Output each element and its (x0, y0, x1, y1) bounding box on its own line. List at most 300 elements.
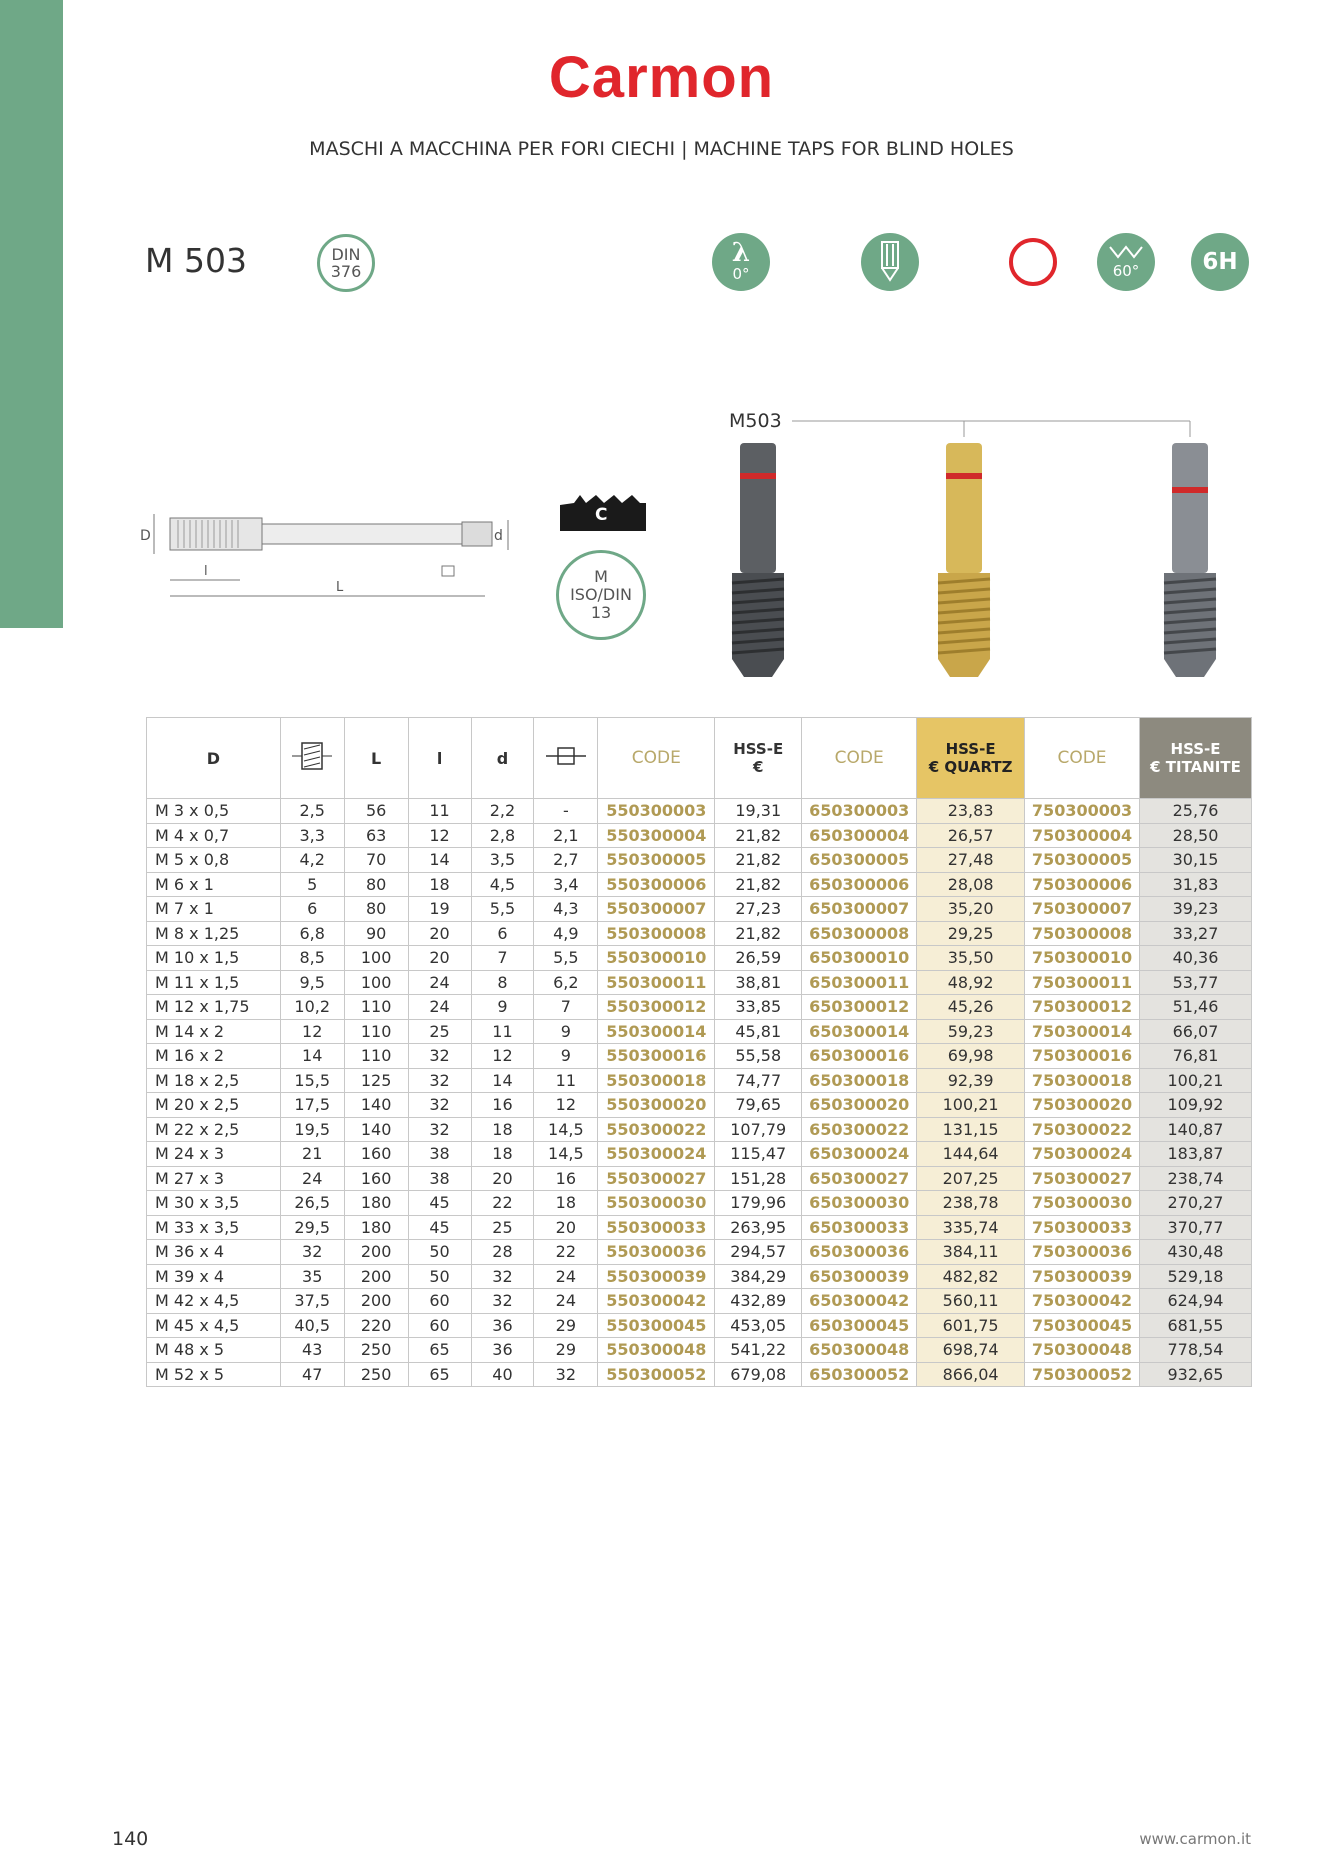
cell-total-length: 140 (344, 1117, 408, 1142)
cell-code-standard: 550300005 (598, 848, 715, 873)
cell-drill-diameter: 6,8 (280, 921, 344, 946)
cell-code-standard: 550300006 (598, 872, 715, 897)
cell-code-standard: 550300033 (598, 1215, 715, 1240)
cell-code-standard: 550300014 (598, 1019, 715, 1044)
header-square-icon (534, 718, 598, 799)
cell-price-standard: 45,81 (715, 1019, 802, 1044)
cell-code-titanite: 750300004 (1025, 823, 1140, 848)
cell-price-standard: 26,59 (715, 946, 802, 971)
cell-price-quartz: 29,25 (917, 921, 1025, 946)
header-drill-icon (280, 718, 344, 799)
cell-price-standard: 432,89 (715, 1289, 802, 1314)
square-size-icon (544, 744, 588, 768)
header-price-quartz (917, 718, 1025, 799)
cell-drill-diameter: 26,5 (280, 1191, 344, 1216)
cell-square-size: 5,5 (534, 946, 598, 971)
cell-price-standard: 151,28 (715, 1166, 802, 1191)
cell-square-size: 24 (534, 1264, 598, 1289)
cell-price-quartz: 69,98 (917, 1044, 1025, 1069)
image-model-tag: M503 (729, 410, 782, 432)
cell-shank-diameter: 40 (471, 1362, 534, 1387)
cell-code-quartz: 650300033 (802, 1215, 917, 1240)
iso-badge-line3: 13 (590, 603, 612, 622)
cell-drill-diameter: 35 (280, 1264, 344, 1289)
header-price-standard-line1: HSS-E (733, 740, 784, 758)
cell-square-size: 16 (534, 1166, 598, 1191)
cell-thread-size: M 20 x 2,5 (147, 1093, 281, 1118)
cell-code-standard: 550300012 (598, 995, 715, 1020)
cell-price-titanite: 624,94 (1140, 1289, 1252, 1314)
header-price-titanite-line2: € TITANITE (1150, 758, 1241, 776)
cell-drill-diameter: 4,2 (280, 848, 344, 873)
cell-code-titanite: 750300003 (1025, 799, 1140, 824)
cell-thread-size: M 10 x 1,5 (147, 946, 281, 971)
cell-code-titanite: 750300005 (1025, 848, 1140, 873)
cell-square-size: 2,7 (534, 848, 598, 873)
table-row (147, 946, 1252, 971)
cell-code-quartz: 650300027 (802, 1166, 917, 1191)
cell-total-length: 160 (344, 1166, 408, 1191)
chamfer-form-c (560, 493, 646, 531)
cell-shank-diameter: 14 (471, 1068, 534, 1093)
cell-code-titanite: 750300039 (1025, 1264, 1140, 1289)
cell-thread-length: 45 (408, 1215, 471, 1240)
cell-code-titanite: 750300030 (1025, 1191, 1140, 1216)
table-row (147, 848, 1252, 873)
cell-code-quartz: 650300016 (802, 1044, 917, 1069)
cell-shank-diameter: 11 (471, 1019, 534, 1044)
cell-price-quartz: 238,78 (917, 1191, 1025, 1216)
cell-shank-diameter: 16 (471, 1093, 534, 1118)
tap-image-quartz (938, 443, 990, 677)
cell-total-length: 180 (344, 1215, 408, 1240)
cell-price-standard: 79,65 (715, 1093, 802, 1118)
cell-price-standard: 679,08 (715, 1362, 802, 1387)
cell-square-size: 4,3 (534, 897, 598, 922)
cell-price-titanite: 28,50 (1140, 823, 1252, 848)
cell-thread-size: M 27 x 3 (147, 1166, 281, 1191)
cell-thread-size: M 24 x 3 (147, 1142, 281, 1167)
cell-shank-diameter: 12 (471, 1044, 534, 1069)
cell-price-quartz: 48,92 (917, 970, 1025, 995)
cell-code-titanite: 750300006 (1025, 872, 1140, 897)
cell-price-standard: 74,77 (715, 1068, 802, 1093)
cell-code-titanite: 750300045 (1025, 1313, 1140, 1338)
cell-price-titanite: 66,07 (1140, 1019, 1252, 1044)
cell-price-quartz: 207,25 (917, 1166, 1025, 1191)
cell-square-size: 14,5 (534, 1117, 598, 1142)
cell-square-size: 32 (534, 1362, 598, 1387)
table-row (147, 1289, 1252, 1314)
cell-square-size: 11 (534, 1068, 598, 1093)
cell-code-titanite: 750300018 (1025, 1068, 1140, 1093)
header-total-length: L (344, 718, 408, 799)
cell-code-standard: 550300045 (598, 1313, 715, 1338)
table-row (147, 799, 1252, 824)
cell-code-standard: 550300008 (598, 921, 715, 946)
cell-price-standard: 384,29 (715, 1264, 802, 1289)
cell-code-standard: 550300004 (598, 823, 715, 848)
cell-thread-length: 24 (408, 995, 471, 1020)
cell-code-standard: 550300030 (598, 1191, 715, 1216)
cell-code-quartz: 650300005 (802, 848, 917, 873)
cell-thread-size: M 52 x 5 (147, 1362, 281, 1387)
cell-price-titanite: 53,77 (1140, 970, 1252, 995)
cell-price-titanite: 778,54 (1140, 1338, 1252, 1363)
drill-diameter-icon (290, 741, 334, 771)
cell-thread-length: 50 (408, 1264, 471, 1289)
cell-thread-length: 18 (408, 872, 471, 897)
cell-drill-diameter: 17,5 (280, 1093, 344, 1118)
table-row (147, 823, 1252, 848)
cell-thread-size: M 33 x 3,5 (147, 1215, 281, 1240)
cell-square-size: 9 (534, 1019, 598, 1044)
cell-thread-size: M 11 x 1,5 (147, 970, 281, 995)
cell-price-titanite: 109,92 (1140, 1093, 1252, 1118)
table-row (147, 1117, 1252, 1142)
cell-price-standard: 107,79 (715, 1117, 802, 1142)
table-row (147, 1191, 1252, 1216)
din-badge (317, 234, 375, 292)
cell-total-length: 250 (344, 1338, 408, 1363)
dim-label-d: d (494, 528, 503, 544)
cell-code-standard: 550300024 (598, 1142, 715, 1167)
cell-code-titanite: 750300024 (1025, 1142, 1140, 1167)
cell-square-size: 18 (534, 1191, 598, 1216)
cell-thread-length: 32 (408, 1044, 471, 1069)
cell-code-titanite: 750300010 (1025, 946, 1140, 971)
cell-total-length: 250 (344, 1362, 408, 1387)
cell-shank-diameter: 28 (471, 1240, 534, 1265)
cell-thread-size: M 39 x 4 (147, 1264, 281, 1289)
cell-thread-size: M 14 x 2 (147, 1019, 281, 1044)
tap-dimension-drawing (140, 500, 540, 610)
cell-code-quartz: 650300039 (802, 1264, 917, 1289)
shank-type-icon (861, 233, 919, 291)
cell-shank-diameter: 32 (471, 1289, 534, 1314)
cell-price-standard: 55,58 (715, 1044, 802, 1069)
iso-din-badge (556, 550, 646, 640)
cell-shank-diameter: 36 (471, 1313, 534, 1338)
cell-price-titanite: 33,27 (1140, 921, 1252, 946)
table-header-row (147, 718, 1252, 799)
table-row (147, 1215, 1252, 1240)
header-code-standard: CODE (598, 718, 715, 799)
table-body (147, 799, 1252, 1387)
cell-drill-diameter: 14 (280, 1044, 344, 1069)
cell-code-titanite: 750300022 (1025, 1117, 1140, 1142)
cell-drill-diameter: 43 (280, 1338, 344, 1363)
cell-drill-diameter: 24 (280, 1166, 344, 1191)
cell-price-standard: 21,82 (715, 872, 802, 897)
website-link[interactable]: www.carmon.it (1139, 1830, 1251, 1848)
cell-price-quartz: 35,20 (917, 897, 1025, 922)
cell-code-standard: 550300052 (598, 1362, 715, 1387)
cell-price-standard: 19,31 (715, 799, 802, 824)
page-subtitle: MASCHI A MACCHINA PER FORI CIECHI | MACHINE TAPS FOR BLIND HOLES (309, 138, 1014, 160)
cell-price-titanite: 76,81 (1140, 1044, 1252, 1069)
cell-thread-size: M 3 x 0,5 (147, 799, 281, 824)
cell-thread-size: M 42 x 4,5 (147, 1289, 281, 1314)
cell-shank-diameter: 32 (471, 1264, 534, 1289)
cell-thread-length: 38 (408, 1166, 471, 1191)
table-row (147, 1240, 1252, 1265)
cell-thread-size: M 36 x 4 (147, 1240, 281, 1265)
cell-total-length: 100 (344, 946, 408, 971)
cell-thread-length: 60 (408, 1289, 471, 1314)
cell-code-standard: 550300007 (598, 897, 715, 922)
header-d: D (147, 718, 281, 799)
cell-code-quartz: 650300018 (802, 1068, 917, 1093)
cell-price-standard: 27,23 (715, 897, 802, 922)
cell-thread-length: 32 (408, 1068, 471, 1093)
cell-total-length: 160 (344, 1142, 408, 1167)
cell-price-titanite: 40,36 (1140, 946, 1252, 971)
rake-angle-icon (712, 233, 770, 291)
cell-code-standard: 550300027 (598, 1166, 715, 1191)
cell-price-standard: 21,82 (715, 921, 802, 946)
cell-total-length: 220 (344, 1313, 408, 1338)
cell-code-standard: 550300011 (598, 970, 715, 995)
cell-code-titanite: 750300052 (1025, 1362, 1140, 1387)
cell-code-titanite: 750300011 (1025, 970, 1140, 995)
cell-price-titanite: 30,15 (1140, 848, 1252, 873)
cell-price-titanite: 932,65 (1140, 1362, 1252, 1387)
cell-drill-diameter: 8,5 (280, 946, 344, 971)
cell-square-size: 22 (534, 1240, 598, 1265)
cell-code-titanite: 750300036 (1025, 1240, 1140, 1265)
cell-square-size: 3,4 (534, 872, 598, 897)
cell-price-quartz: 131,15 (917, 1117, 1025, 1142)
cell-drill-diameter: 21 (280, 1142, 344, 1167)
cell-code-standard: 550300022 (598, 1117, 715, 1142)
cell-price-titanite: 31,83 (1140, 872, 1252, 897)
cell-code-quartz: 650300036 (802, 1240, 917, 1265)
tolerance-badge: 6H (1191, 233, 1249, 291)
cell-price-titanite: 370,77 (1140, 1215, 1252, 1240)
cell-price-titanite: 681,55 (1140, 1313, 1252, 1338)
cell-total-length: 80 (344, 897, 408, 922)
cell-price-quartz: 384,11 (917, 1240, 1025, 1265)
cell-price-titanite: 25,76 (1140, 799, 1252, 824)
cell-thread-size: M 45 x 4,5 (147, 1313, 281, 1338)
cell-drill-diameter: 40,5 (280, 1313, 344, 1338)
cell-drill-diameter: 9,5 (280, 970, 344, 995)
cell-square-size: 29 (534, 1338, 598, 1363)
table-row (147, 1362, 1252, 1387)
cell-code-titanite: 750300042 (1025, 1289, 1140, 1314)
din-badge-line1: DIN (331, 245, 361, 264)
cell-price-quartz: 698,74 (917, 1338, 1025, 1363)
cell-thread-length: 20 (408, 946, 471, 971)
cell-price-standard: 294,57 (715, 1240, 802, 1265)
table-row (147, 921, 1252, 946)
cell-code-standard: 550300010 (598, 946, 715, 971)
tap-image-titanite (1164, 443, 1216, 677)
cell-thread-length: 14 (408, 848, 471, 873)
cell-thread-size: M 7 x 1 (147, 897, 281, 922)
cell-price-quartz: 35,50 (917, 946, 1025, 971)
cell-drill-diameter: 3,3 (280, 823, 344, 848)
cell-price-quartz: 45,26 (917, 995, 1025, 1020)
table-row (147, 1044, 1252, 1069)
cell-code-quartz: 650300004 (802, 823, 917, 848)
cell-thread-length: 32 (408, 1117, 471, 1142)
cell-code-quartz: 650300010 (802, 946, 917, 971)
cell-price-standard: 21,82 (715, 823, 802, 848)
cell-code-titanite: 750300020 (1025, 1093, 1140, 1118)
cell-code-titanite: 750300033 (1025, 1215, 1140, 1240)
cell-drill-diameter: 47 (280, 1362, 344, 1387)
cell-price-titanite: 140,87 (1140, 1117, 1252, 1142)
cell-price-titanite: 51,46 (1140, 995, 1252, 1020)
cell-price-standard: 179,96 (715, 1191, 802, 1216)
cell-price-quartz: 27,48 (917, 848, 1025, 873)
cell-shank-diameter: 2,2 (471, 799, 534, 824)
cell-price-quartz: 100,21 (917, 1093, 1025, 1118)
cell-price-quartz: 144,64 (917, 1142, 1025, 1167)
cell-shank-diameter: 5,5 (471, 897, 534, 922)
cell-shank-diameter: 18 (471, 1142, 534, 1167)
cell-code-titanite: 750300008 (1025, 921, 1140, 946)
cell-code-titanite: 750300012 (1025, 995, 1140, 1020)
cell-shank-diameter: 25 (471, 1215, 534, 1240)
cell-square-size: 6,2 (534, 970, 598, 995)
cell-total-length: 100 (344, 970, 408, 995)
cell-code-standard: 550300048 (598, 1338, 715, 1363)
table-row (147, 1019, 1252, 1044)
cell-code-titanite: 750300007 (1025, 897, 1140, 922)
cell-total-length: 110 (344, 1019, 408, 1044)
iso-badge-line1: M (594, 567, 608, 586)
cell-thread-length: 38 (408, 1142, 471, 1167)
tap-image-standard (732, 443, 784, 677)
cell-thread-length: 19 (408, 897, 471, 922)
cell-thread-length: 65 (408, 1362, 471, 1387)
cell-price-standard: 263,95 (715, 1215, 802, 1240)
cell-price-quartz: 92,39 (917, 1068, 1025, 1093)
cell-price-titanite: 238,74 (1140, 1166, 1252, 1191)
cell-thread-size: M 5 x 0,8 (147, 848, 281, 873)
cell-thread-size: M 6 x 1 (147, 872, 281, 897)
cell-code-standard: 550300036 (598, 1240, 715, 1265)
cell-price-quartz: 482,82 (917, 1264, 1025, 1289)
cell-shank-diameter: 2,8 (471, 823, 534, 848)
cell-code-quartz: 650300052 (802, 1362, 917, 1387)
table-row (147, 1093, 1252, 1118)
cell-total-length: 140 (344, 1093, 408, 1118)
cell-price-quartz: 28,08 (917, 872, 1025, 897)
cell-code-titanite: 750300027 (1025, 1166, 1140, 1191)
cell-code-quartz: 650300003 (802, 799, 917, 824)
table-row (147, 1068, 1252, 1093)
cell-price-quartz: 23,83 (917, 799, 1025, 824)
cell-drill-diameter: 32 (280, 1240, 344, 1265)
cell-drill-diameter: 5 (280, 872, 344, 897)
cell-thread-size: M 22 x 2,5 (147, 1117, 281, 1142)
cell-total-length: 110 (344, 1044, 408, 1069)
cell-price-standard: 21,82 (715, 848, 802, 873)
cell-price-quartz: 560,11 (917, 1289, 1025, 1314)
cell-shank-diameter: 9 (471, 995, 534, 1020)
cell-price-standard: 453,05 (715, 1313, 802, 1338)
cell-price-standard: 38,81 (715, 970, 802, 995)
cell-shank-diameter: 20 (471, 1166, 534, 1191)
cell-code-quartz: 650300007 (802, 897, 917, 922)
cell-code-standard: 550300018 (598, 1068, 715, 1093)
cell-square-size: 7 (534, 995, 598, 1020)
cell-total-length: 56 (344, 799, 408, 824)
dim-label-L: L (336, 580, 344, 595)
cell-total-length: 200 (344, 1264, 408, 1289)
cell-code-quartz: 650300045 (802, 1313, 917, 1338)
cell-thread-size: M 30 x 3,5 (147, 1191, 281, 1216)
cell-thread-size: M 4 x 0,7 (147, 823, 281, 848)
header-shank-diameter: d (471, 718, 534, 799)
cell-square-size: 20 (534, 1215, 598, 1240)
table-row (147, 872, 1252, 897)
tap-product-images (700, 415, 1220, 695)
din-badge-line2: 376 (330, 262, 362, 281)
chamfer-form-letter: C (595, 505, 608, 525)
cell-shank-diameter: 6 (471, 921, 534, 946)
header-thread-length: l (408, 718, 471, 799)
header-code-titanite: CODE (1025, 718, 1140, 799)
cell-total-length: 63 (344, 823, 408, 848)
cell-price-titanite: 430,48 (1140, 1240, 1252, 1265)
lambda-value: 0° (732, 265, 750, 283)
cell-code-standard: 550300042 (598, 1289, 715, 1314)
cell-total-length: 200 (344, 1240, 408, 1265)
cell-code-quartz: 650300030 (802, 1191, 917, 1216)
cell-drill-diameter: 2,5 (280, 799, 344, 824)
cell-thread-length: 65 (408, 1338, 471, 1363)
cell-thread-size: M 18 x 2,5 (147, 1068, 281, 1093)
cell-drill-diameter: 37,5 (280, 1289, 344, 1314)
cell-thread-size: M 16 x 2 (147, 1044, 281, 1069)
cell-price-quartz: 866,04 (917, 1362, 1025, 1387)
cell-drill-diameter: 19,5 (280, 1117, 344, 1142)
cell-price-standard: 33,85 (715, 995, 802, 1020)
header-price-titanite-line1: HSS-E (1170, 740, 1221, 758)
cell-code-quartz: 650300042 (802, 1289, 917, 1314)
table-row (147, 1142, 1252, 1167)
cell-price-quartz: 335,74 (917, 1215, 1025, 1240)
cell-code-quartz: 650300048 (802, 1338, 917, 1363)
cell-code-standard: 550300003 (598, 799, 715, 824)
cell-thread-length: 45 (408, 1191, 471, 1216)
header-price-standard (715, 718, 802, 799)
cell-price-titanite: 529,18 (1140, 1264, 1252, 1289)
cell-shank-diameter: 22 (471, 1191, 534, 1216)
cell-code-quartz: 650300024 (802, 1142, 917, 1167)
cell-drill-diameter: 10,2 (280, 995, 344, 1020)
cell-code-quartz: 650300008 (802, 921, 917, 946)
cell-drill-diameter: 15,5 (280, 1068, 344, 1093)
model-title: M 503 (145, 241, 247, 280)
cell-code-quartz: 650300011 (802, 970, 917, 995)
cell-total-length: 80 (344, 872, 408, 897)
cell-code-quartz: 650300012 (802, 995, 917, 1020)
cell-thread-length: 60 (408, 1313, 471, 1338)
cell-price-titanite: 39,23 (1140, 897, 1252, 922)
page-number: 140 (112, 1828, 149, 1850)
table-row (147, 1264, 1252, 1289)
table-row (147, 970, 1252, 995)
cell-drill-diameter: 29,5 (280, 1215, 344, 1240)
cell-total-length: 180 (344, 1191, 408, 1216)
cell-square-size: 14,5 (534, 1142, 598, 1167)
